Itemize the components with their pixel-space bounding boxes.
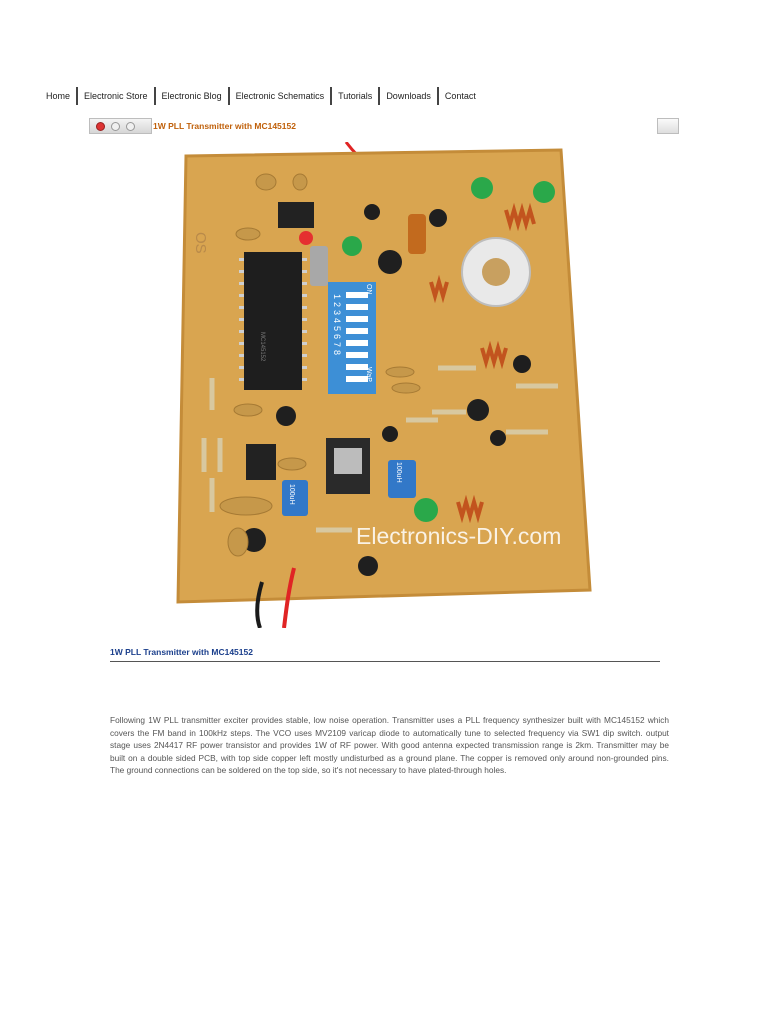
nav-contact[interactable]: Contact [444, 91, 476, 101]
nav-electronic-schematics[interactable]: Electronic Schematics [235, 91, 325, 101]
inductor [408, 214, 426, 254]
nav-home[interactable]: Home [46, 91, 71, 101]
dip-numbers: 12345678 [332, 294, 342, 359]
heatsink [462, 238, 530, 306]
minimize-icon[interactable] [111, 122, 120, 131]
window-titlebar [89, 118, 152, 134]
close-icon[interactable] [96, 122, 105, 131]
maximize-icon[interactable] [126, 122, 135, 131]
board-label: OS [192, 232, 209, 254]
top-nav [40, 87, 482, 105]
ic-mc145152 [244, 252, 302, 390]
nav-electronic-store[interactable]: Electronic Store [84, 91, 148, 101]
crystal [310, 246, 328, 286]
image-caption: 1W PLL Transmitter with MC145152 [110, 647, 253, 657]
pcb-photo [176, 142, 592, 628]
window-title: 1W PLL Transmitter with MC145152 [153, 121, 296, 131]
ic-small-bottom [246, 444, 276, 480]
dip-on-label: ON [365, 284, 372, 295]
caption-divider [110, 661, 660, 662]
nav-tutorials[interactable]: Tutorials [338, 91, 373, 101]
nav-electronic-blog[interactable]: Electronic Blog [161, 91, 222, 101]
article-body: Following 1W PLL transmitter exciter provides stable, low noise operation. Transmitter uses a PLL frequency synthesizer built with MC145152 which covers the FM band in 100kHz steps. The VCO uses MV2109 varicap diode to automatically tune to selected frequency via SW1 dip switch. output stage uses 2N4417 RF power transistor and provides 1W of RF power. With good antenna expected transmission range is 2km. Transmitter may be built on a double sided PCB, with top side copper left mostly undisturbed as a ground plane. The copper is removed only around non-grounded pins. The ground connections can be soldered on the top side, so it's not necessary to have plated-through holes. [110, 715, 669, 775]
cap-label-right: 100uH [395, 462, 402, 483]
window-resize-button[interactable] [657, 118, 679, 134]
led-red [299, 231, 313, 245]
dip-brand: WaP [365, 367, 372, 382]
cap-label-left: 100uH [288, 484, 295, 505]
ic-label: MC145152 [259, 332, 265, 362]
nav-downloads[interactable]: Downloads [386, 91, 431, 101]
watermark: Electronics-DIY.com [356, 523, 562, 549]
ic-small-top [278, 202, 314, 228]
